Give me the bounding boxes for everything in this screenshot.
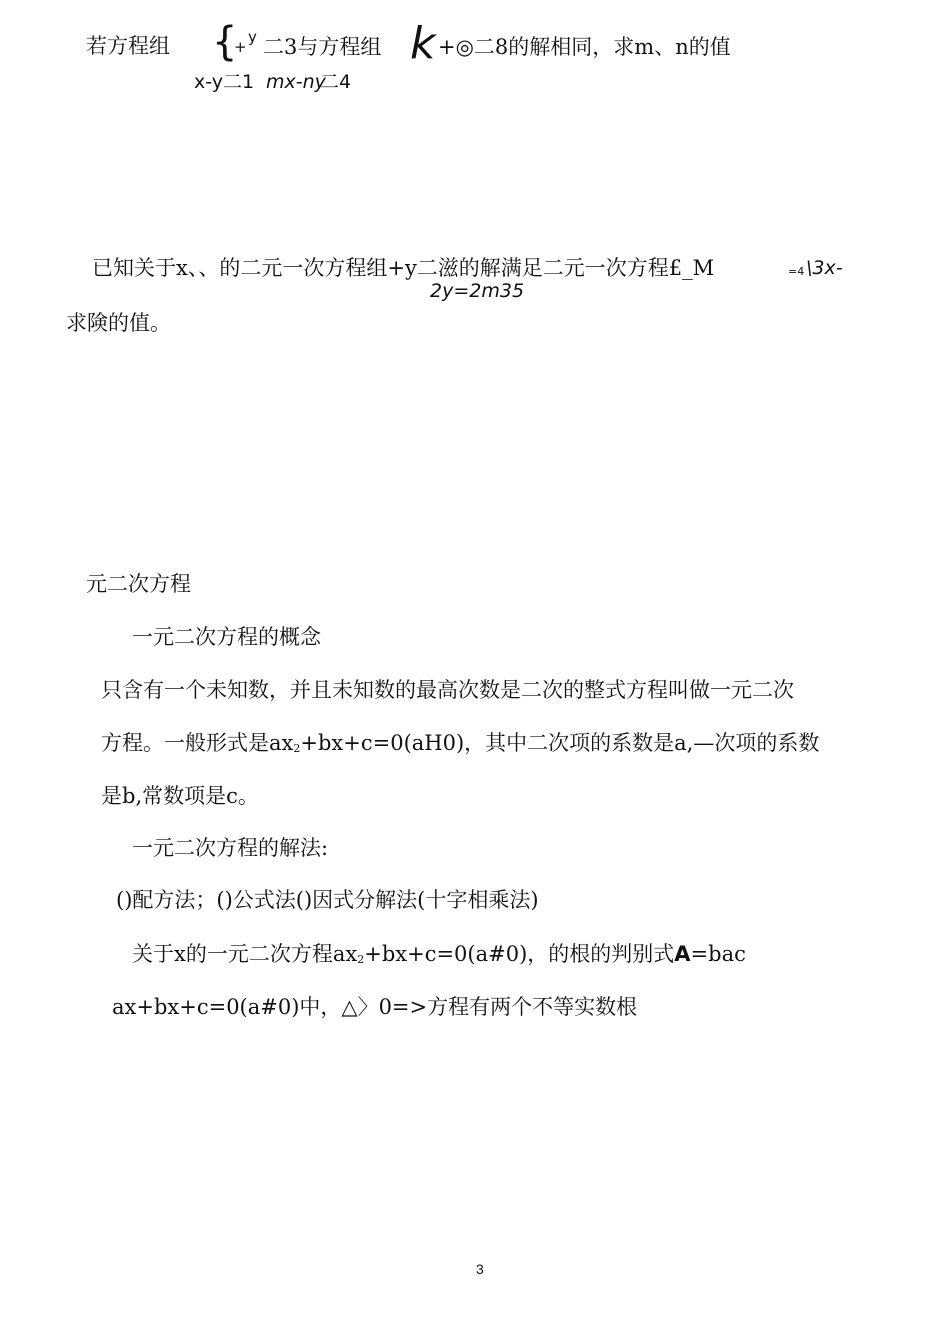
problem2-line1: 已知关于x、、的二元一次方程组+y二滋的解满足二元一次方程£_M [92, 256, 715, 280]
disc-b: +bx+c=0(a#0)，的根的判别式 [364, 942, 675, 966]
section-title: 元二次方程 [86, 572, 191, 596]
page-number: 3 [476, 1261, 484, 1277]
para1: 只含有一个未知数，并且未知数的最高次数是二次的整式方程叫做一元二次 [101, 678, 794, 702]
discriminant-line [132, 944, 746, 965]
para2-a: 方程。一般形式是ax [101, 731, 294, 755]
problem1-k: k [410, 18, 436, 69]
para2 [101, 733, 819, 754]
disc-a: 关于x的一元二次方程ax [132, 942, 358, 966]
para2-b: +bx+c=0(aH0)，其中二次项的系数是a,—次项的系数 [300, 731, 820, 755]
problem1-rest: +◎二8的解相同，求m、n的值 [438, 35, 731, 59]
problem1-prefix: 若方程组 [86, 34, 170, 58]
problem1-sub-right: 二4 [320, 71, 352, 93]
problem2-tail: \3x- [806, 257, 843, 279]
condition-line: ax+bx+c=0(a#0)中，△〉0=>方程有两个不等实数根 [112, 995, 638, 1019]
problem1-plus: + [234, 38, 247, 56]
methods-line: ()配方法；()公式法()因式分解法(十字相乘法) [116, 888, 539, 912]
problem2-m4: =4 [788, 265, 805, 278]
problem2-sub: 2y=2m35 [430, 280, 525, 302]
methods-heading: 一元二次方程的解法: [132, 836, 329, 860]
problem2-line2: 求険的值。 [66, 311, 171, 335]
problem1-sub-mx: mx-ny [266, 71, 326, 93]
problem1-eq3: 二3与方程组 [263, 35, 382, 59]
problem1-y-sup: y [248, 28, 257, 46]
para3: 是b,常数项是c。 [101, 784, 259, 808]
para2-sub: 2 [293, 742, 301, 755]
disc-sub: 2 [357, 953, 365, 966]
disc-A: A [674, 942, 691, 966]
left-brace: { [212, 19, 238, 65]
concept-heading: 一元二次方程的概念 [132, 625, 321, 649]
problem1-sub-left: x-y二1 [194, 71, 255, 93]
disc-c: =bac [690, 942, 746, 966]
